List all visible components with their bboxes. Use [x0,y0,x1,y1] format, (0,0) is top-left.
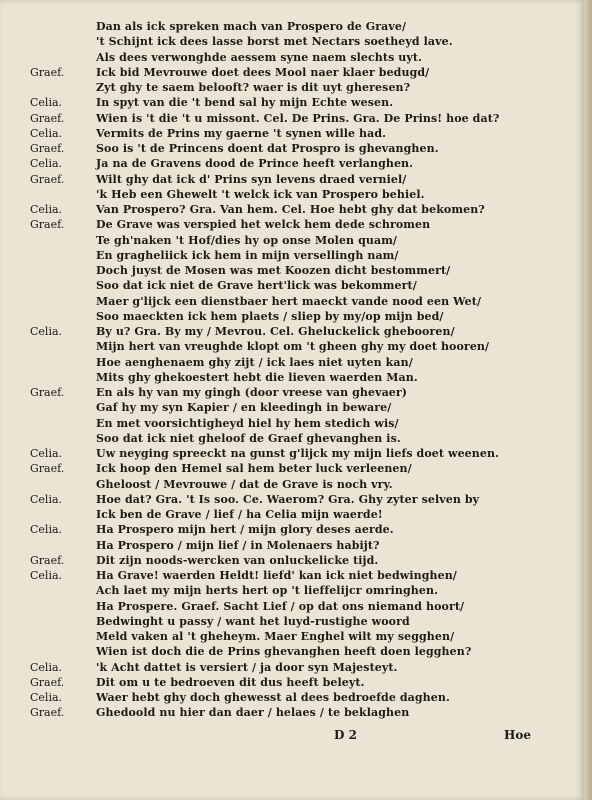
verse-text: Ach laet my mijn herts hert op 't lieffelijcr omringhen. [96,584,439,598]
verse-text: Ick hoop den Hemel sal hem beter luck verleenen/ [96,462,412,476]
verse-text: Wilt ghy dat ick d' Prins syn levens draed verniel/ [96,172,407,186]
verse-text: En als hy van my gingh (door vreese van ghevaer) [96,386,408,399]
verse-text: Soo dat ick niet de Grave hert'lick was bekommert/ [96,279,417,293]
verse-text: Meld vaken al 't gheheym. Maer Enghel wilt my segghen/ [96,630,455,643]
speaker-name: Celia. [30,492,63,506]
verse-text: Ick bid Mevrouwe doet dees Mool naer klaer bedugd/ [96,65,430,79]
verse-text: Mits ghy ghekoestert hebt die lieven waerden Man. [96,370,418,384]
verse-text: Als dees verwonghde aessem syne naem slechts uyt. [96,50,422,64]
verse-text: Soo is 't de Princens doent dat Prospro is ghevanghen. [96,142,439,155]
verse-text: Van Prospero? Gra. Van hem. Cel. Hoe hebt ghy dat bekomen? [96,203,485,216]
speaker-name: Graef. [30,386,65,399]
verse-text: Ha Prospere. Graef. Sacht Lief / op dat ons niemand hoort/ [96,599,465,613]
speaker-name: Celia. [30,569,63,582]
speaker-name: Graef. [30,553,65,567]
verse-text: Ghedoold nu hier dan daer / helaes / te beklaghen [96,706,410,720]
verse-text: 'k Acht dattet is versiert / ja door syn Majesteyt. [96,660,398,674]
verse-text: In spyt van die 't bend sal hy mijn Echte wesen. [96,96,394,110]
speaker-name: Celia. [30,203,63,216]
speaker-name: Celia. [30,447,63,460]
verse-text: De Grave was verspied het welck hem dede schromen [96,218,431,232]
verse-text: Bedwinght u passy / want het luyd-rustighe woord [96,614,410,628]
speaker-name: Celia. [30,691,63,704]
verse-text: Soo maeckten ick hem plaets / sliep by my/op mijn bed/ [96,309,444,323]
speaker-name: Celia. [30,660,63,674]
speaker-name: Celia. [30,126,63,140]
catchword: Hoe [504,728,531,742]
verse-text: Ha Prospero / mijn lief / in Molenaers habijt? [96,538,380,552]
verse-text: Zyt ghy te saem belooft? waer is dit uyt gheresen? [96,81,411,94]
verse-text: Waer hebt ghy doch ghewesst al dees bedroefde daghen. [96,691,450,704]
verse-text: Hoe dat? Gra. 't Is soo. Ce. Waerom? Gra. Ghy zyter selven by [96,492,480,506]
verse-text: Mijn hert van vreughde klopt om 't gheen ghy my doet hooren/ [96,340,490,354]
verse-text: 't Schijnt ick dees lasse borst met Nectars soetheyd lave. [96,35,453,49]
speaker-name: Graef. [30,65,65,79]
verse-text: Dit zijn noods-wercken van onluckelicke tijd. [96,553,379,567]
verse-text: Ha Prospero mijn hert / mijn glory deses aerde. [96,523,394,537]
speaker-name: Graef. [30,172,65,186]
verse-text: Hoe aenghenaem ghy zijt / ick laes niet uyten kan/ [96,355,413,369]
speaker-name: Celia. [30,96,63,110]
speaker-name: Graef. [30,462,65,476]
verse-text: Doch juyst de Mosen was met Koozen dicht bestommert/ [96,264,451,277]
speaker-name: Celia. [30,523,63,537]
verse-text: Te gh'naken 't Hof/dies hy op onse Molen quam/ [96,233,398,247]
speaker-name: Celia. [30,157,63,171]
page-edge [584,0,592,800]
verse-text: Gheloost / Mevrouwe / dat de Grave is noch vry. [96,477,393,491]
verse-text: Maer g'lijck een dienstbaer hert maeckt vande nood een Wet/ [96,294,482,308]
verse-text: Dan als ick spreken mach van Prospero de Grave/ [96,20,407,33]
speaker-name: Graef. [30,142,65,155]
verse-text: Ick ben de Grave / lief / ha Celia mijn waerde! [96,508,383,521]
verse-text: 'k Heb een Ghewelt 't welck ick van Prospero behiel. [96,187,425,201]
verse-text: Ja na de Gravens dood de Prince heeft verlanghen. [96,157,414,171]
speaker-name: Graef. [30,218,65,232]
verse-text: Vermits de Prins my gaerne 't synen wille had. [96,126,387,140]
speaker-name: Graef. [30,111,65,125]
speaker-name: Celia. [30,325,63,338]
verse-text: By u? Gra. By my / Mevrou. Cel. Gheluckelick ghebooren/ [96,325,455,338]
verse-text: Ha Grave! waerden Heldt! liefd' kan ick niet bedwinghen/ [96,569,457,582]
verse-text: En met voorsichtigheyd hiel hy hem stedich wis/ [96,416,399,430]
verse-text: Wien ist doch die de Prins ghevanghen heeft doen legghen? [96,645,472,659]
verse-text: Soo dat ick niet gheloof de Graef ghevanghen is. [96,431,401,445]
speaker-name: Graef. [30,706,65,720]
verse-text: En gragheliick ick hem in mijn versellingh nam/ [96,248,399,262]
speaker-name: Graef. [30,675,65,689]
verse-text: Uw neyging spreeckt na gunst g'lijck my mijn liefs doet weenen. [96,447,499,460]
verse-text: Wien is 't die 't u missont. Cel. De Prins. Gra. De Prins! hoe dat? [96,111,500,125]
verse-text: Dit om u te bedroeven dit dus heeft beleyt. [96,675,365,689]
verse-text: Gaf hy my syn Kapier / en kleedingh in beware/ [96,401,392,415]
signature-mark: D 2 [334,728,357,742]
